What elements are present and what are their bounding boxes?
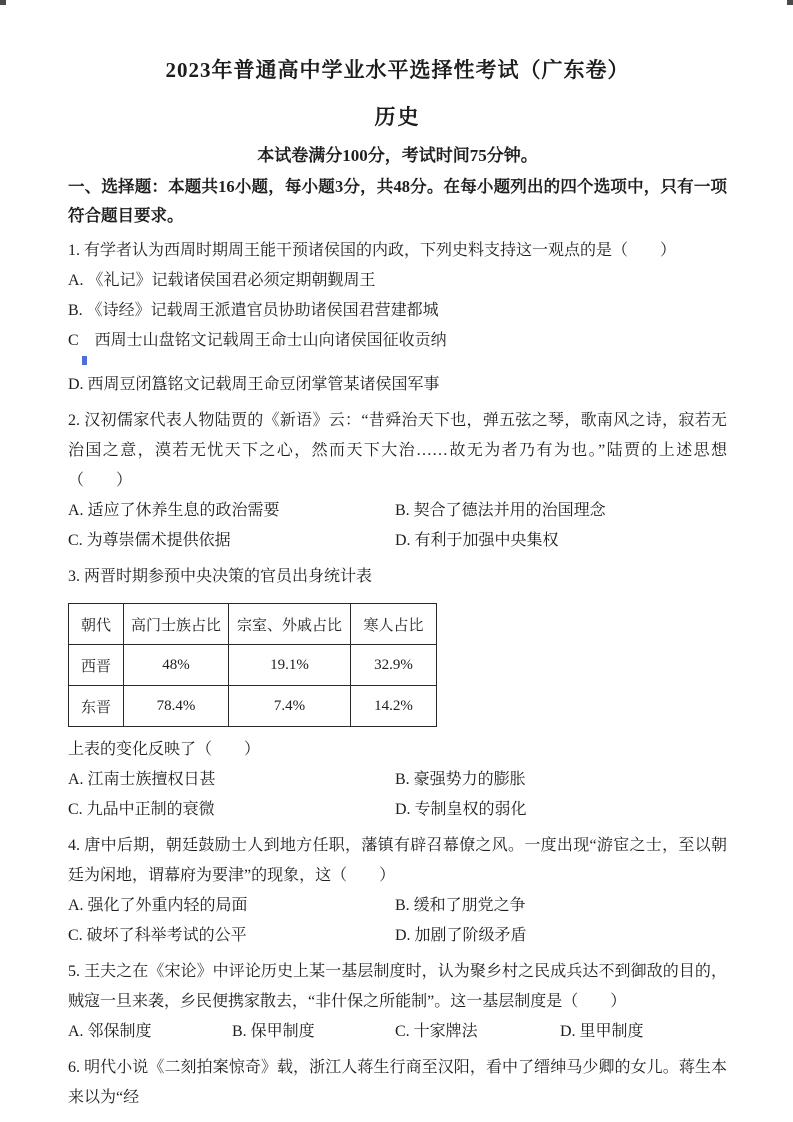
question-3-option-b: B. 豪强势力的膨胀 xyxy=(395,771,526,788)
question-2-stem: 2. 汉初儒家代表人物陆贾的《新语》云：“昔舜治天下也，弹五弦之琴，歌南风之诗，寂若无治国之意，漠若无忧天下之心，然而天下大治……故无为者乃有为也。”陆贾的上述思想（ ） xyxy=(68,412,727,489)
table-cell: 32.9% xyxy=(351,645,437,686)
question-6-stem: 6. 明代小说《二刻拍案惊奇》载，浙江人蒋生行商至汉阳，看中了缙绅马少卿的女儿。蒋生本来以为“经 xyxy=(68,1059,727,1106)
scan-corner-mark xyxy=(0,0,6,5)
table-cell: 19.1% xyxy=(229,645,351,686)
question-2-option-c: C. 为尊崇儒术提供依据 xyxy=(68,532,231,549)
statistics-table xyxy=(68,603,437,727)
question-5-stem: 5. 王夫之在《宋论》中评论历史上某一基层制度时，认为聚乡村之民成兵达不到御敌的目的，贼寇一旦来袭，乡民便携家散去，“非什保之所能制”。这一基层制度是（ ） xyxy=(68,963,727,1010)
question-3-stem: 3. 两晋时期参预中央决策的官员出身统计表 xyxy=(68,568,373,585)
table-cell: 48% xyxy=(124,645,229,686)
table-cell: 东晋 xyxy=(69,686,124,727)
table-header-cell: 宗室、外戚占比 xyxy=(229,604,351,645)
table-cell: 7.4% xyxy=(229,686,351,727)
question-3-options-row-1 xyxy=(68,765,727,795)
question-4-option-c: C. 破坏了科举考试的公平 xyxy=(68,927,247,944)
table-cell: 14.2% xyxy=(351,686,437,727)
question-4 xyxy=(68,831,727,951)
scan-corner-mark xyxy=(787,0,793,5)
question-2-option-b: B. 契合了德法并用的治国理念 xyxy=(395,502,606,519)
question-4-option-a: A. 强化了外重内轻的局面 xyxy=(68,897,248,914)
question-2-options-row-1 xyxy=(68,496,727,526)
question-3 xyxy=(68,562,727,825)
question-1-option-b: B. 《诗经》记载周王派遣官员协助诸侯国君营建都城 xyxy=(68,302,439,319)
question-5 xyxy=(68,957,727,1047)
question-3-post-stem: 上表的变化反映了（ ） xyxy=(68,741,261,758)
table-row xyxy=(69,686,437,727)
table-header-cell: 高门士族占比 xyxy=(124,604,229,645)
exam-subject: 历史 xyxy=(374,105,421,129)
question-2-options-row-2 xyxy=(68,526,727,556)
question-1 xyxy=(68,236,727,400)
question-5-option-c: C. 十家牌法 xyxy=(395,1023,478,1040)
question-1-option-c: C 西周士山盘铭文记载周王命士山向诸侯国征收贡纳 xyxy=(68,332,447,349)
blank-line xyxy=(68,356,727,370)
stray-mark-icon xyxy=(82,356,87,365)
question-4-options-row-1 xyxy=(68,891,727,921)
question-2-option-d: D. 有利于加强中央集权 xyxy=(395,532,559,549)
question-1-option-a: A. 《礼记》记载诸侯国君必须定期朝觐周王 xyxy=(68,272,376,289)
question-5-option-a: A. 邻保制度 xyxy=(68,1023,152,1040)
question-4-option-b: B. 缓和了朋党之争 xyxy=(395,897,526,914)
question-4-option-d: D. 加剧了阶级矛盾 xyxy=(395,927,527,944)
question-3-option-c: C. 九品中正制的衰微 xyxy=(68,801,215,818)
question-5-options-row xyxy=(68,1017,727,1047)
question-1-option-d: D. 西周豆闭簋铭文记载周王命豆闭掌管某诸侯国军事 xyxy=(68,376,440,393)
question-6 xyxy=(68,1053,727,1113)
question-3-option-a: A. 江南士族擅权日甚 xyxy=(68,771,216,788)
question-1-stem: 1. 有学者认为西周时期周王能干预诸侯国的内政，下列史料支持这一观点的是（ ） xyxy=(68,242,677,259)
table-header-cell: 寒人占比 xyxy=(351,604,437,645)
question-3-option-d: D. 专制皇权的弱化 xyxy=(395,801,527,818)
question-5-option-d: D. 里甲制度 xyxy=(560,1023,644,1040)
question-3-options-row-2 xyxy=(68,795,727,825)
table-cell: 78.4% xyxy=(124,686,229,727)
table-header-row xyxy=(69,604,437,645)
question-2-option-a: A. 适应了休养生息的政治需要 xyxy=(68,502,280,519)
question-4-options-row-2 xyxy=(68,921,727,951)
table-header-cell: 朝代 xyxy=(69,604,124,645)
exam-info-line: 本试卷满分100分，考试时间75分钟。 xyxy=(257,146,538,165)
exam-title: 2023年普通高中学业水平选择性考试（广东卷） xyxy=(165,58,630,82)
table-row xyxy=(69,645,437,686)
question-5-option-b: B. 保甲制度 xyxy=(232,1023,315,1040)
question-4-stem: 4. 唐中后期，朝廷鼓励士人到地方任职，藩镇有辟召幕僚之风。一度出现“游宦之士，至以朝廷为闲地，谓幕府为要津”的现象，这（ ） xyxy=(68,837,727,884)
table-cell: 西晋 xyxy=(69,645,124,686)
section-instructions: 一、选择题：本题共16小题，每小题3分，共48分。在每小题列出的四个选项中，只有一项符合题目要求。 xyxy=(68,177,727,225)
question-2 xyxy=(68,406,727,556)
